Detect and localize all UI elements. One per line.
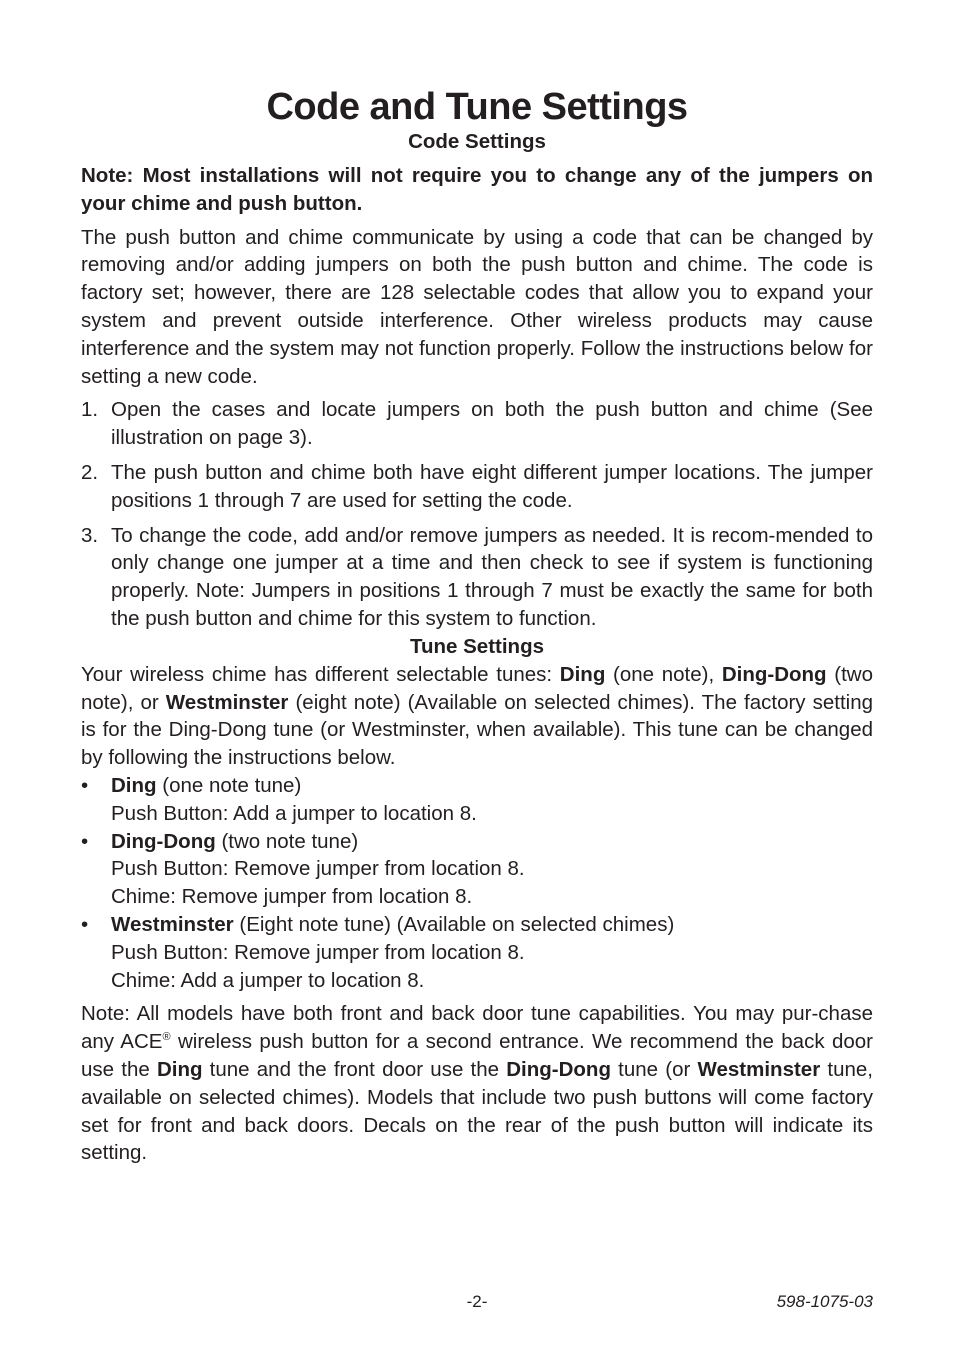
tune-instruction: Push Button: Remove jumper from location 8. — [111, 940, 525, 964]
tune-name: Ding-Dong (two note tune) — [111, 829, 359, 853]
registered-mark: ® — [162, 1031, 171, 1044]
step-text: Open the cases and locate jumpers on both the push button and chime (See illustration on page 3). — [111, 398, 873, 450]
code-note: Note: Most installations will not require you to change any of the jumpers on your chime and push button. — [81, 164, 873, 215]
document-number: 598-1075-03 — [776, 1292, 873, 1311]
bullet-icon: • — [81, 773, 89, 797]
step-number: 3. — [81, 523, 99, 547]
tune-name: Ding (one note tune) — [111, 773, 302, 797]
tune-instruction: Push Button: Remove jumper from location 8. — [111, 857, 525, 881]
step-text: To change the code, add and/or remove jumpers as needed. It is recom-mended to only change one jumper at a time and then check to see if system is functioning properly. Note: Jumpers in positions 1 through 7 must be exactly the same for both the push button and chime for this system to function. — [111, 523, 873, 630]
tune-intro: Your wireless chime has different selectable tunes: Ding (one note), Ding-Dong (two note), or Westminster (eight note) (Available on selected chimes). The factory setting is for the Ding-Dong tune (or Westminster, when available). This tune can be changed by following the instructions below. — [81, 662, 873, 770]
tune-name: Westminster (Eight note tune) (Available on selected chimes) — [111, 912, 675, 936]
page-content — [81, 86, 873, 1167]
tune-settings-heading: Tune Settings — [409, 634, 544, 658]
page-footer — [81, 1292, 873, 1316]
list-item — [81, 522, 873, 633]
list-item — [81, 459, 873, 515]
bullet-icon: • — [81, 912, 89, 936]
tune-options-list — [81, 772, 873, 994]
bullet-icon: • — [81, 829, 89, 853]
tune-instruction: Chime: Remove jumper from location 8. — [111, 885, 473, 909]
step-text: The push button and chime both have eight different jumper locations. The jumper positions 1 through 7 are used for setting the code. — [111, 460, 873, 512]
code-steps-list — [81, 396, 873, 632]
list-item — [81, 911, 873, 994]
tune-instruction: Push Button: Add a jumper to location 8. — [111, 801, 477, 825]
step-number: 1. — [81, 398, 99, 422]
list-item — [81, 772, 873, 828]
page-title: Code and Tune Settings — [266, 86, 688, 128]
page-number: -2- — [466, 1292, 488, 1311]
code-intro: The push button and chime communicate by using a code that can be changed by removing and/or adding jumpers on both the push button and chime. The code is factory set; however, there are 128 selectable codes that allow you to expand your system and prevent outside interference. Other wireless products may cause interference and the system may not function properly. Follow the instructions below for setting a new code. — [81, 225, 873, 388]
code-settings-heading: Code Settings — [408, 130, 546, 153]
tune-capabilities-note: Note: All models have both front and back door tune capabilities. You may pur-chase any ACE® wireless push button for a second entrance. We recommend the back door use the Ding tune and the front door use the Ding-Dong tune (or Westminster tune, available on selected chimes). Models that include two push buttons will come factory set for front and back doors. Decals on the rear of the push button will indicate its setting. — [81, 1002, 873, 1165]
tune-instruction: Chime: Add a jumper to location 8. — [111, 968, 425, 992]
list-item — [81, 396, 873, 452]
step-number: 2. — [81, 460, 99, 484]
list-item — [81, 828, 873, 911]
